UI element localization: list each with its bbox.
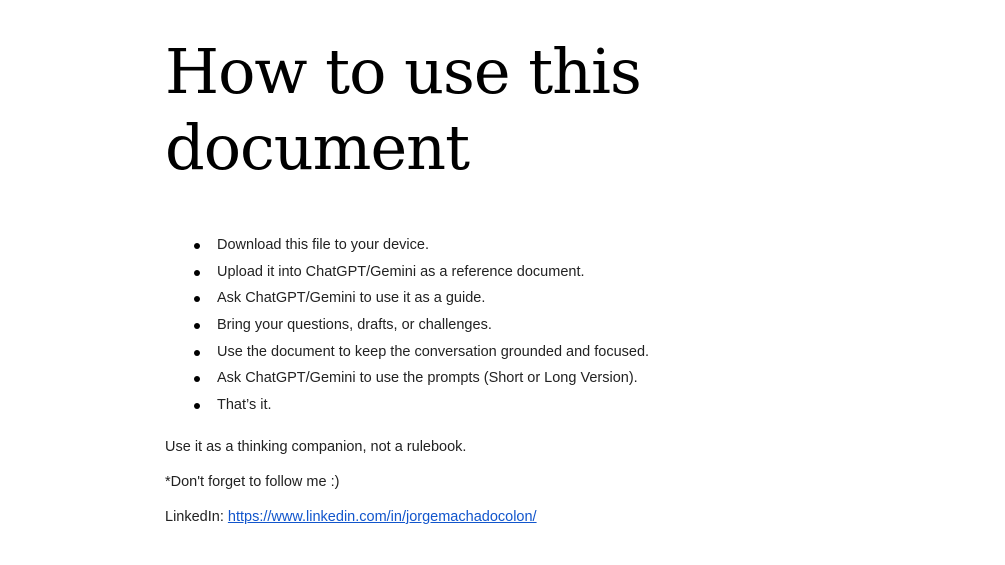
step-text: Download this file to your device. (217, 237, 429, 253)
follow-note: *Don't forget to follow me :) (165, 474, 340, 490)
linkedin-line (165, 507, 537, 527)
step-text: Ask ChatGPT/Gemini to use the prompts (Short or Long Version). (217, 370, 638, 387)
linkedin-label: LinkedIn: (165, 509, 228, 525)
linkedin-link[interactable]: https://www.linkedin.com/in/jorgemachadocolon/ (227, 509, 537, 525)
list-item (165, 339, 649, 366)
list-item (165, 365, 649, 392)
step-text: Upload it into ChatGPT/Gemini as a reference document. (217, 263, 585, 280)
bullet-icon (194, 403, 200, 409)
page-title: How to use this document (165, 35, 641, 184)
step-text: That’s it. (217, 397, 272, 414)
bullet-icon (194, 270, 200, 276)
list-item (165, 232, 649, 259)
closing-note: Use it as a thinking companion, not a rulebook. (165, 439, 467, 455)
list-item (165, 285, 649, 312)
list-item (165, 392, 649, 419)
list-item (165, 312, 649, 339)
bullet-icon (194, 323, 200, 329)
steps-list (165, 232, 649, 419)
step-text: Ask ChatGPT/Gemini to use it as a guide. (217, 290, 486, 307)
bullet-icon (194, 243, 200, 249)
bullet-icon (194, 350, 200, 356)
step-text: Bring your questions, drafts, or challenges. (217, 317, 492, 334)
step-text: Use the document to keep the conversation grounded and focused. (217, 343, 650, 360)
bullet-icon (194, 296, 200, 302)
list-item (165, 259, 649, 286)
bullet-icon (194, 376, 200, 382)
